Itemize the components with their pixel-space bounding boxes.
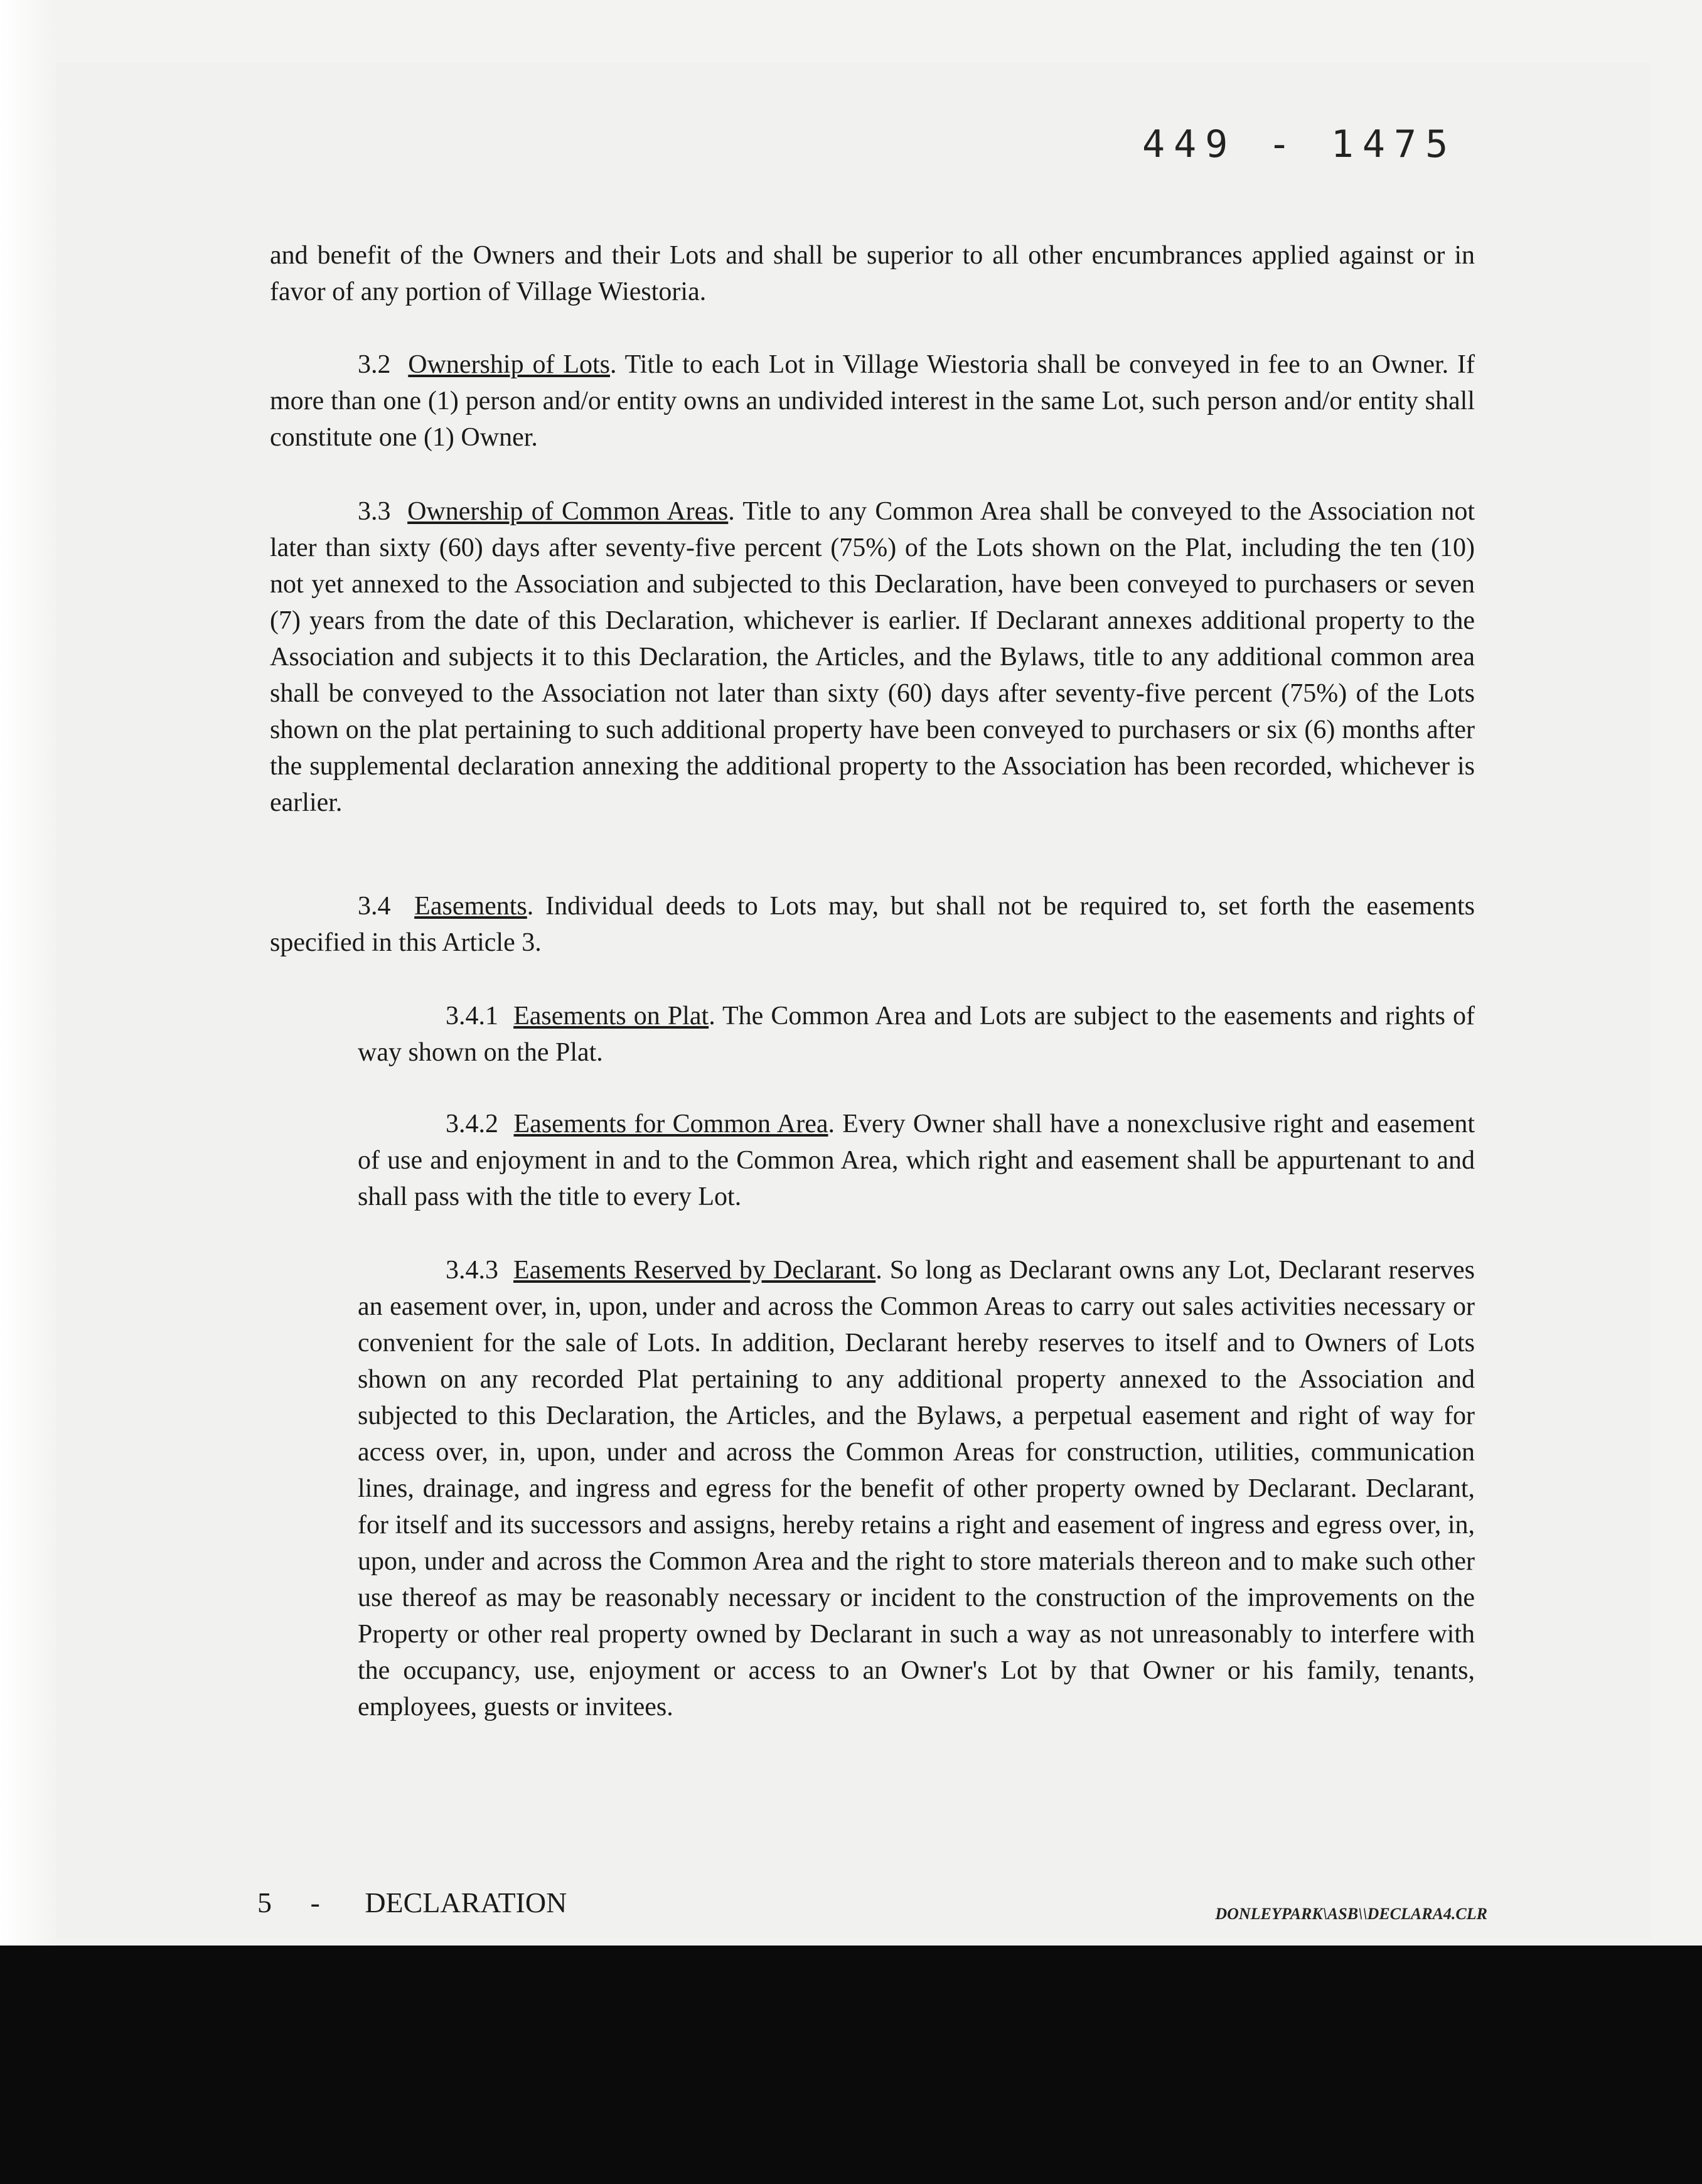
footer-page-label	[257, 1886, 567, 1919]
section-body: . The Common Area and Lots are subject to the easements and rights of way shown on the Plat.	[358, 1002, 1475, 1067]
section-3-4	[270, 888, 1475, 961]
section-number: 3.4	[358, 892, 391, 921]
section-title: Easements Reserved by Declarant	[513, 1256, 876, 1285]
section-number: 3.3	[358, 497, 391, 526]
scan-border	[0, 1946, 1702, 2184]
paragraph-continuation: and benefit of the Owners and their Lots and shall be superior to all other encumbrances applied against or in favor of any portion of Village Wiestoria.	[270, 241, 1475, 306]
section-body: . So long as Declarant owns any Lot, Declarant reserves an easement over, in, upon, under and across the Common Areas to carry out sales activities necessary or convenient for the sale of Lots. In addition, Declarant hereby reserves to itself and to Owners of Lots shown on any recorded Plat pertaining to any additional property annexed to the Association and subjected to this Declaration, the Articles, and the Bylaws, a perpetual easement and right of way for access over, in, upon, under and across the Common Areas for construction, utilities, communication lines, drainage, and ingress and egress for the benefit of other property owned by Declarant. Declarant, for itself and its successors and assigns, hereby retains a right and easement of ingress and egress over, in, upon, under and across the Common Area and the right to store materials thereon and to make such other use thereof as may be reasonably necessary or incident to the construction of the improvements on the Property or other real property owned by Declarant in such a way as not unreasonably to interfere with the occupancy, use, enjoyment or access to an Owner's Lot by that Owner or his family, tenants, employees, guests or invitees.	[358, 1256, 1475, 1721]
footer-page-number: 5	[257, 1887, 272, 1919]
section-title: Easements	[414, 892, 527, 921]
section-3-4-1	[358, 998, 1475, 1071]
footer-dash: -	[310, 1887, 320, 1919]
section-3-4-2	[358, 1106, 1475, 1215]
section-body: . Title to each Lot in Village Wiestoria shall be conveyed in fee to an Owner. If more than one (1) person and/or entity owns an undivided interest in the same Lot, such person and/or entity shall constitute one (1) Owner.	[270, 350, 1475, 452]
scan-edge	[0, 0, 56, 1946]
section-number: 3.4.3	[446, 1256, 498, 1285]
section-title: Easements for Common Area	[513, 1110, 828, 1138]
record-stamp: 449 - 1475	[1142, 122, 1457, 166]
section-body: . Title to any Common Area shall be conveyed to the Association not later than sixty (60) days after seventy-five percent (75%) of the Lots shown on the Plat, including the ten (10) not yet annexed to the Association and subjected to this Declaration, have been conveyed to purchasers or seven (7) years from the date of this Declaration, whichever is earlier. If Declarant annexes additional property to the Association and subjects it to this Declaration, the Articles, and the Bylaws, title to any additional common area shall be conveyed to the Association not later than sixty (60) days after seventy-five percent (75%) of the Lots shown on the plat pertaining to such additional property have been conveyed to purchasers or six (6) months after the supplemental declaration annexing the additional property to the Association has been recorded, whichever is earlier.	[270, 497, 1475, 817]
section-3-4-3	[358, 1252, 1475, 1725]
footer-file-reference: DONLEYPARK\ASB\\DECLARA4.CLR	[1215, 1905, 1487, 1923]
section-title: Ownership of Common Areas	[407, 497, 729, 526]
section-3-2	[270, 346, 1475, 456]
footer-title: DECLARATION	[365, 1887, 567, 1919]
section-number: 3.2	[358, 350, 391, 379]
section-body: . Every Owner shall have a nonexclusive right and easement of use and enjoyment in and to the Common Area, which right and easement shall be appurtenant to and shall pass with the title to every Lot.	[358, 1110, 1475, 1211]
section-body: . Individual deeds to Lots may, but shall not be required to, set forth the easements specified in this Article 3.	[270, 892, 1475, 957]
section-title: Ownership of Lots	[408, 350, 610, 379]
section-title: Easements on Plat	[513, 1002, 709, 1030]
section-number: 3.4.2	[446, 1110, 498, 1138]
section-3-3	[270, 493, 1475, 821]
section-number: 3.4.1	[446, 1002, 498, 1030]
